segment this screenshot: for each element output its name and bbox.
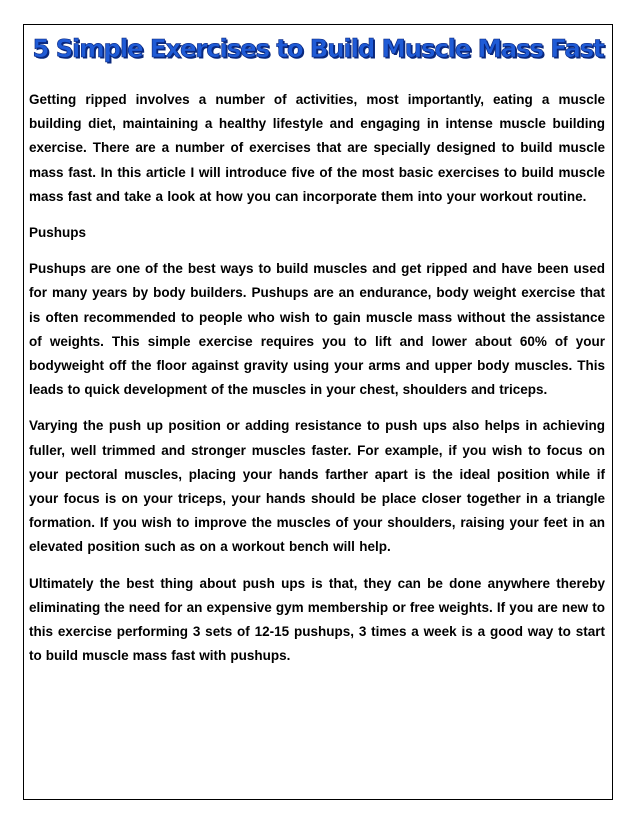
document-title: 5 Simple Exercises to Build Muscle Mass Fast: [32, 34, 604, 63]
pushups-paragraph-conclusion: Ultimately the best thing about push ups is that, they can be done anywhere thereby eliminating the need for an expensive gym membership or free weights. If you are new to this exercise performing 3 sets of 12-15 pushups, 3 times a week is a good way to start to build muscle mass fast with pushups.: [29, 575, 605, 664]
document-body: [29, 88, 605, 668]
pushups-paragraph-variations: Varying the push up position or adding resistance to push ups also helps in achieving fuller, well trimmed and stronger muscles faster. For example, if you wish to focus on your pectoral muscles, placing your hands farther apart is the ideal position while if your focus is on your triceps, your hands should be place closer together in a triangle formation. If you wish to improve the muscles of your shoulders, raising your feet in an elevated position such as on a workout bench will help.: [29, 418, 605, 555]
pushups-paragraph-benefits: Pushups are one of the best ways to build muscles and get ripped and have been used for many years by body builders. Pushups are an endurance, body weight exercise that is often recommended to people who wish to gain muscle mass without the assistance of weights. This simple exercise requires you to lift and lower about 60% of your bodyweight off the floor against gravity using your arms and upper body muscles. This leads to quick development of the muscles in your chest, shoulders and triceps.: [29, 261, 605, 398]
section-heading-pushups: Pushups: [29, 225, 87, 241]
intro-paragraph: Getting ripped involves a number of activities, most importantly, eating a muscle building diet, maintaining a healthy lifestyle and engaging in intense muscle building exercise. There are a number of exercises that are specially designed to build muscle mass fast. In this article I will introduce five of the most basic exercises to build muscle mass fast and take a look at how you can incorporate them into your workout routine.: [29, 92, 605, 204]
